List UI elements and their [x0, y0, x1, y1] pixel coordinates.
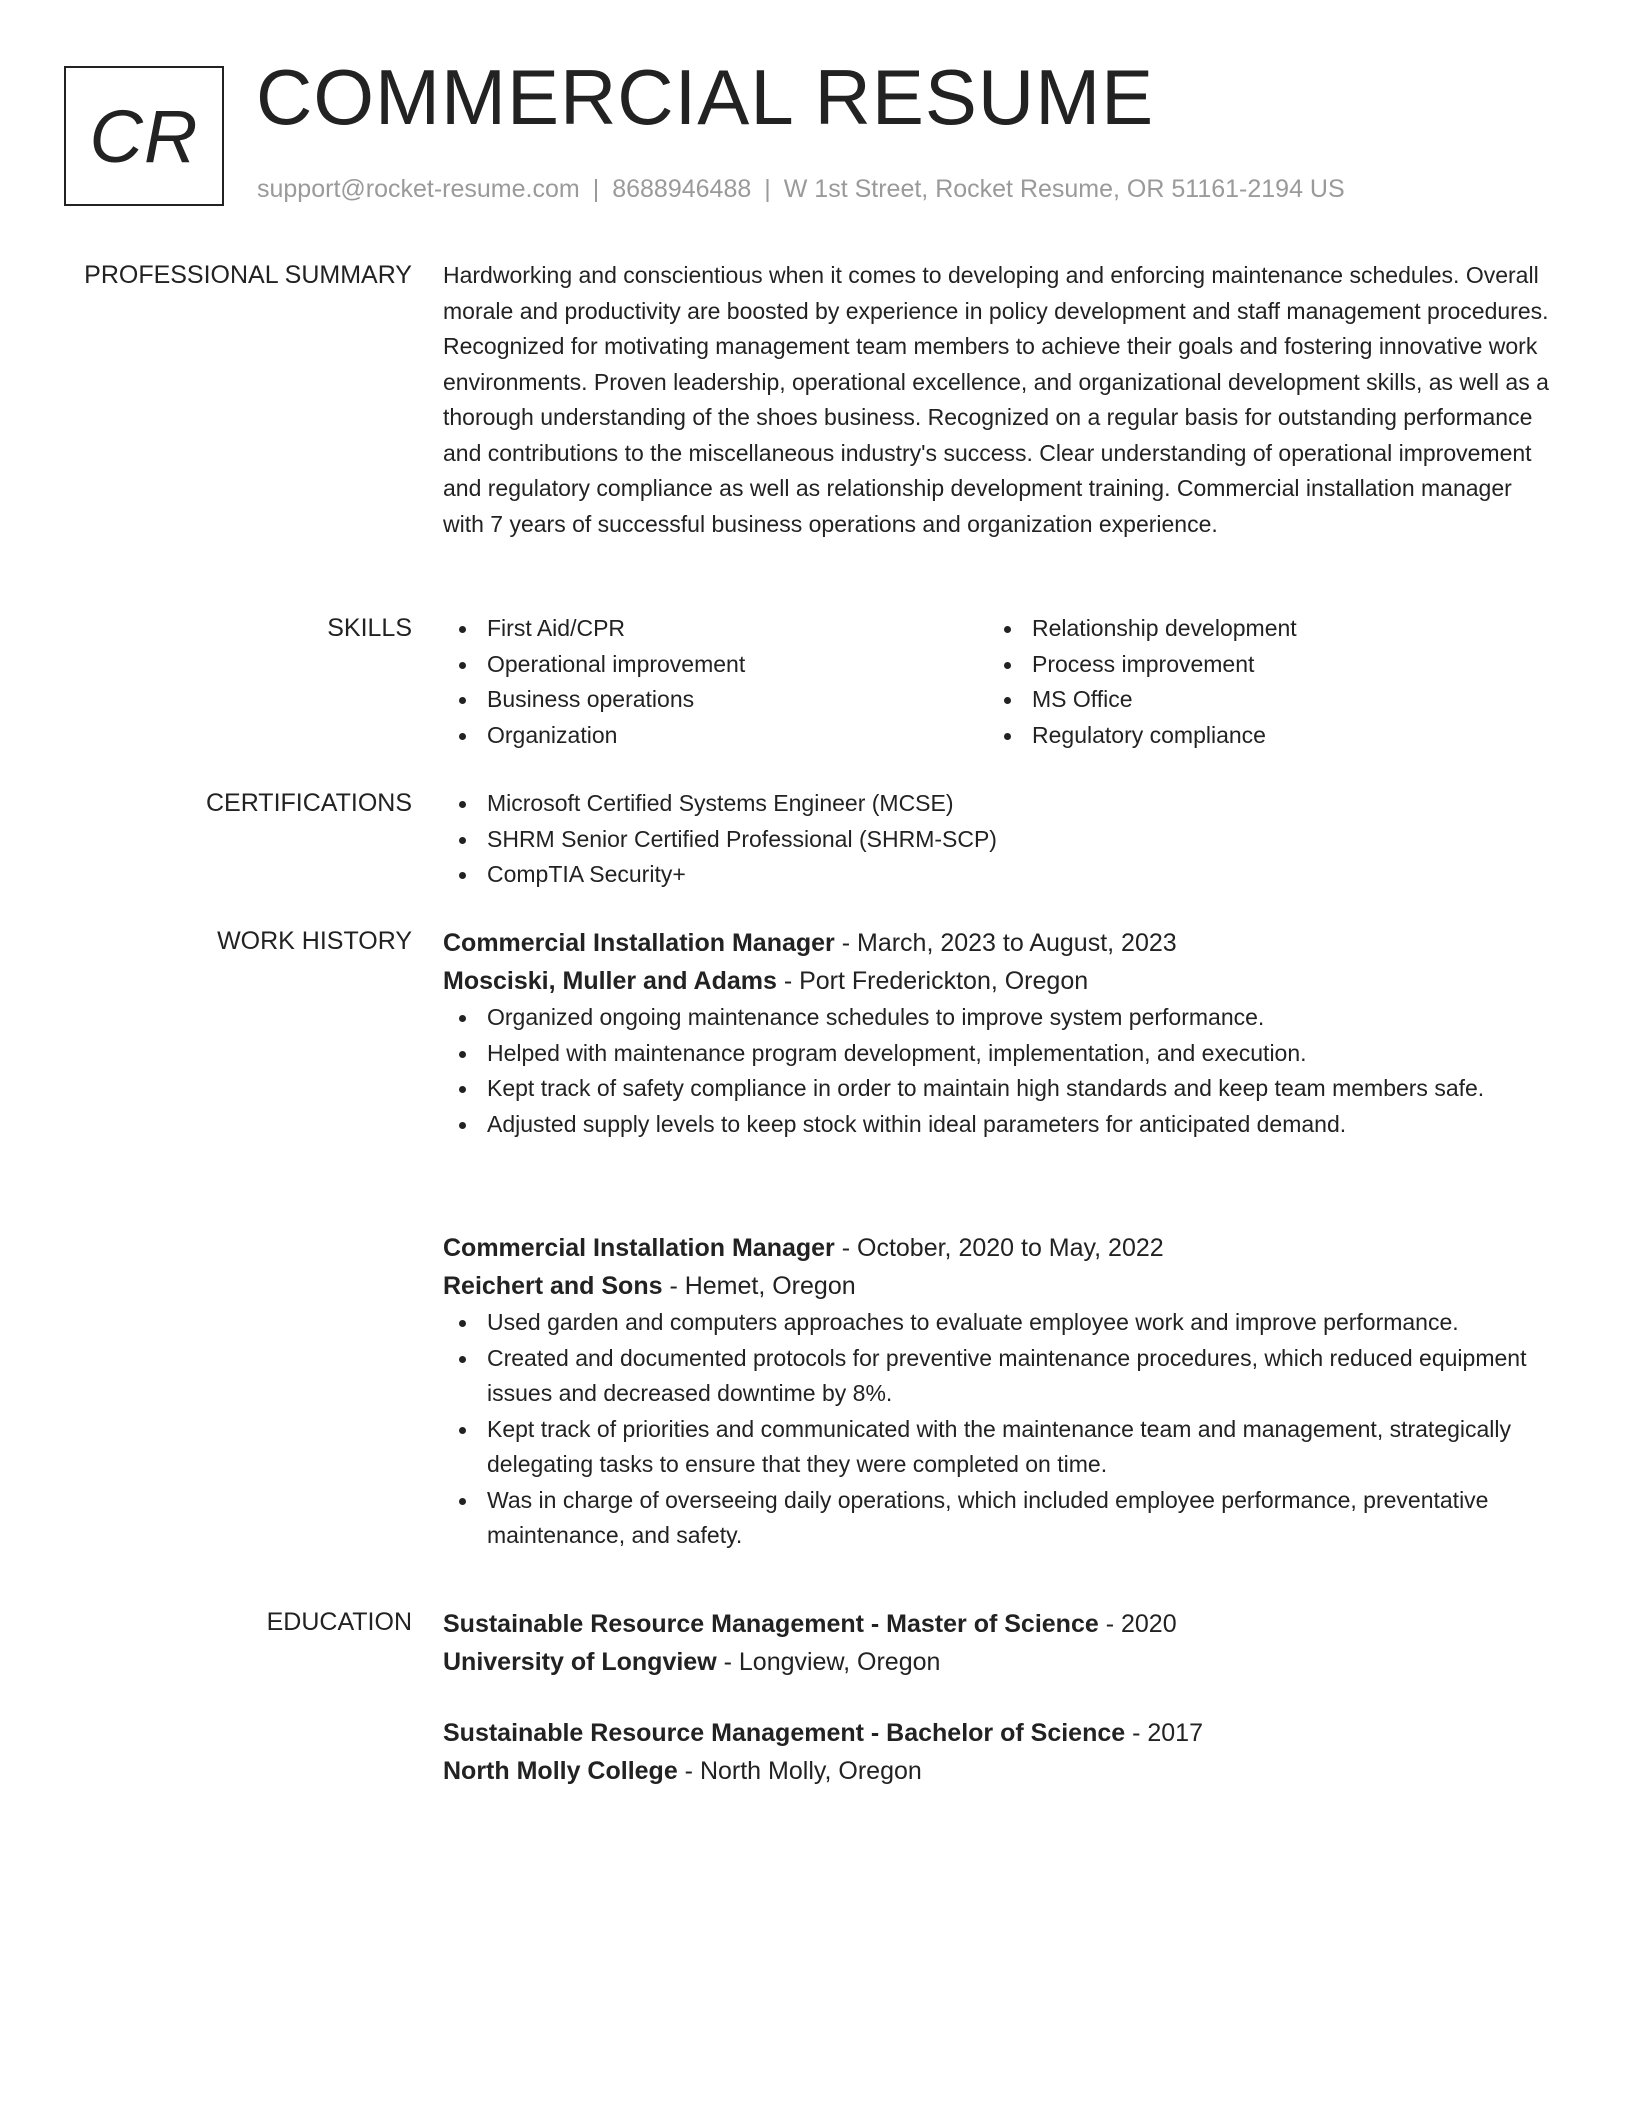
certifications-list [443, 786, 1543, 893]
contact-line [257, 175, 1345, 204]
education-school-line [443, 1752, 1543, 1790]
job-location: - Port Frederickton, Oregon [776, 967, 1089, 995]
education-label: EDUCATION [266, 1608, 412, 1636]
summary-label: PROFESSIONAL SUMMARY [84, 261, 412, 289]
job-entry [443, 924, 1543, 1142]
summary-text: Hardworking and conscientious when it comes to developing and enforcing maintenance schedules. Overall morale and productivity are boosted by experience in policy development and staff management procedures. Recognized for motivating management team members to achieve their goals and fostering innovative work environments. Proven leadership, operational excellence, and organizational development skills, as well as a thorough understanding of the shoes business. Recognized on a regular basis for outstanding performance and contributions to the miscellaneous industry's success. Clear understanding of operational improvement and regulatory compliance as well as relationship development training. Commercial installation manager with 7 years of successful business operations and organization experience. [443, 262, 1549, 537]
education-location: - Longview, Oregon [716, 1648, 941, 1676]
job-title-line [443, 1229, 1543, 1267]
list-item: Organization [443, 718, 988, 754]
job-company: Reichert and Sons [443, 1272, 663, 1300]
education-entry [443, 1714, 1543, 1790]
list-item: Used garden and computers approaches to evaluate employee work and improve performance. [443, 1305, 1543, 1341]
contact-separator: | [764, 175, 771, 203]
resume-title: COMMERCIAL RESUME [256, 53, 1155, 141]
list-item: Operational improvement [443, 647, 988, 683]
list-item: Kept track of safety compliance in order to maintain high standards and keep team members safe. [443, 1071, 1543, 1107]
education-degree-line [443, 1605, 1543, 1643]
education-school-line [443, 1643, 1543, 1681]
job-bullets [443, 1000, 1543, 1142]
job-title: Commercial Installation Manager [443, 929, 835, 957]
list-item: Business operations [443, 682, 988, 718]
education-year: - 2017 [1125, 1719, 1203, 1747]
list-item: MS Office [988, 682, 1533, 718]
job-company-line [443, 962, 1543, 1000]
job-title: Commercial Installation Manager [443, 1234, 835, 1262]
work-history-label: WORK HISTORY [217, 927, 412, 955]
monogram-text: CR [89, 94, 199, 178]
list-item: Created and documented protocols for preventive maintenance procedures, which reduced equipment issues and decreased downtime by 8%. [443, 1341, 1543, 1412]
list-item: Helped with maintenance program development, implementation, and execution. [443, 1036, 1543, 1072]
list-item: Was in charge of overseeing daily operations, which included employee performance, preventative maintenance, and safety. [443, 1483, 1543, 1554]
certifications-label: CERTIFICATIONS [205, 789, 412, 817]
list-item: Organized ongoing maintenance schedules to improve system performance. [443, 1000, 1543, 1036]
job-entry [443, 1229, 1543, 1554]
contact-separator: | [592, 175, 600, 203]
education-location: - North Molly, Oregon [677, 1757, 922, 1785]
job-bullets [443, 1305, 1543, 1554]
skills-grid [443, 611, 1543, 753]
list-item: Kept track of priorities and communicated with the maintenance team and management, strategically delegating tasks to ensure that they were completed on time. [443, 1412, 1543, 1483]
contact-email: support@rocket-resume.com [257, 175, 580, 203]
skills-column-1 [443, 611, 988, 753]
skills-column-2 [988, 611, 1533, 753]
education-entry [443, 1605, 1543, 1681]
list-item: Adjusted supply levels to keep stock within ideal parameters for anticipated demand. [443, 1107, 1543, 1143]
contact-address: W 1st Street, Rocket Resume, OR 51161-2194 US [783, 175, 1345, 203]
job-location: - Hemet, Oregon [662, 1272, 856, 1300]
skills-label: SKILLS [327, 614, 412, 642]
list-item: Microsoft Certified Systems Engineer (MCSE) [443, 786, 1543, 822]
job-title-line [443, 924, 1543, 962]
list-item: CompTIA Security+ [443, 857, 1543, 893]
list-item: Regulatory compliance [988, 718, 1533, 754]
monogram-box [64, 66, 224, 206]
list-item: First Aid/CPR [443, 611, 988, 647]
education-year: - 2020 [1098, 1610, 1177, 1638]
list-item: SHRM Senior Certified Professional (SHRM-SCP) [443, 822, 1543, 858]
education-degree: Sustainable Resource Management - Bachelor of Science [443, 1719, 1126, 1747]
education-school: North Molly College [443, 1757, 678, 1785]
job-dates: - October, 2020 to May, 2022 [834, 1234, 1164, 1262]
education-degree: Sustainable Resource Management - Master of Science [443, 1610, 1099, 1638]
job-company: Mosciski, Muller and Adams [443, 967, 777, 995]
contact-phone: 8688946488 [612, 175, 752, 203]
education-degree-line [443, 1714, 1543, 1752]
list-item: Process improvement [988, 647, 1533, 683]
job-company-line [443, 1267, 1543, 1305]
list-item: Relationship development [988, 611, 1533, 647]
education-school: University of Longview [443, 1648, 717, 1676]
job-dates: - March, 2023 to August, 2023 [834, 929, 1177, 957]
